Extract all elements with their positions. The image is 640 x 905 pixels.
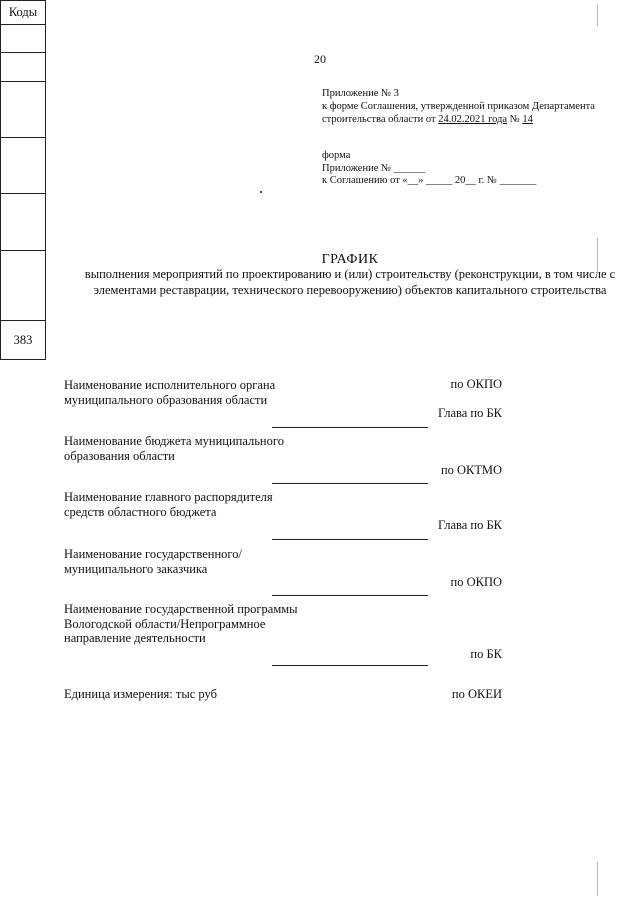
code-cell-okei: 383	[1, 321, 46, 360]
row-label-chief-administrator: Наименование главного распорядителя средств областного бюджета	[64, 490, 273, 519]
scan-edge-mark	[597, 4, 598, 26]
code-label-bk: по БК	[470, 647, 502, 661]
code-cell-glava-bk-2[interactable]	[1, 138, 46, 194]
page-number: 20	[314, 52, 326, 66]
code-label-glava-bk-2: Глава по БК	[437, 518, 502, 532]
row-label-executive-body: Наименование исполнительного органа муниципального образования области	[64, 378, 276, 407]
form-appendix-number: Приложение № ______	[322, 162, 426, 174]
code-cell-okpo-2[interactable]	[1, 194, 46, 251]
unit-label: Единица измерения: тыс руб	[64, 687, 217, 701]
fill-line-1	[272, 427, 428, 428]
row-label-customer: Наименование государственного/муниципального заказчика	[64, 547, 242, 576]
code-label-glava-bk: Глава по БК	[437, 406, 502, 420]
fill-line-4	[272, 595, 428, 596]
fill-line-2	[272, 483, 428, 484]
row-label-budget: Наименование бюджета муниципального образования области	[64, 434, 284, 463]
fill-line-5	[272, 665, 428, 666]
order-number: 14	[522, 114, 533, 125]
appendix-line-2: к форме Соглашения, утвержденной приказом Департамента	[322, 101, 595, 112]
scan-edge-mark	[597, 862, 598, 896]
appendix-line-1: Приложение № 3	[322, 88, 399, 99]
document-subtitle: выполнения мероприятий по проектированию и (или) строительству (реконструкции, в том числе с элементами реставрации, технического перевооружению) объектов капитального строительства	[84, 267, 616, 297]
stray-dot	[260, 191, 262, 193]
code-label-okpo-2: по ОКПО	[450, 575, 502, 589]
order-date: 24.02.2021 года	[438, 114, 508, 125]
form-label: форма	[322, 150, 351, 161]
appendix-line-3: строительства области от 24.02.2021 года № 14	[322, 114, 533, 125]
code-label-oktmo: по ОКТМО	[440, 463, 502, 477]
code-label-okpo: по ОКПО	[450, 377, 502, 391]
document-title: ГРАФИК	[321, 252, 379, 267]
code-label-okei: по ОКЕИ	[451, 687, 502, 701]
scan-edge-mark	[597, 238, 598, 274]
appendix-header	[322, 87, 595, 126]
form-block	[322, 150, 536, 188]
form-agreement-line: к Соглашению от «__» _____ 20__ г. № _______	[322, 175, 537, 186]
row-label-program: Наименование государственной программы Вологодской области/Непрограммное направление деятельности	[64, 602, 298, 645]
fill-line-3	[272, 539, 428, 540]
code-cell-okpo[interactable]	[1, 25, 46, 53]
code-cell-oktmo[interactable]	[1, 82, 46, 138]
codes-header: Коды	[1, 1, 46, 25]
